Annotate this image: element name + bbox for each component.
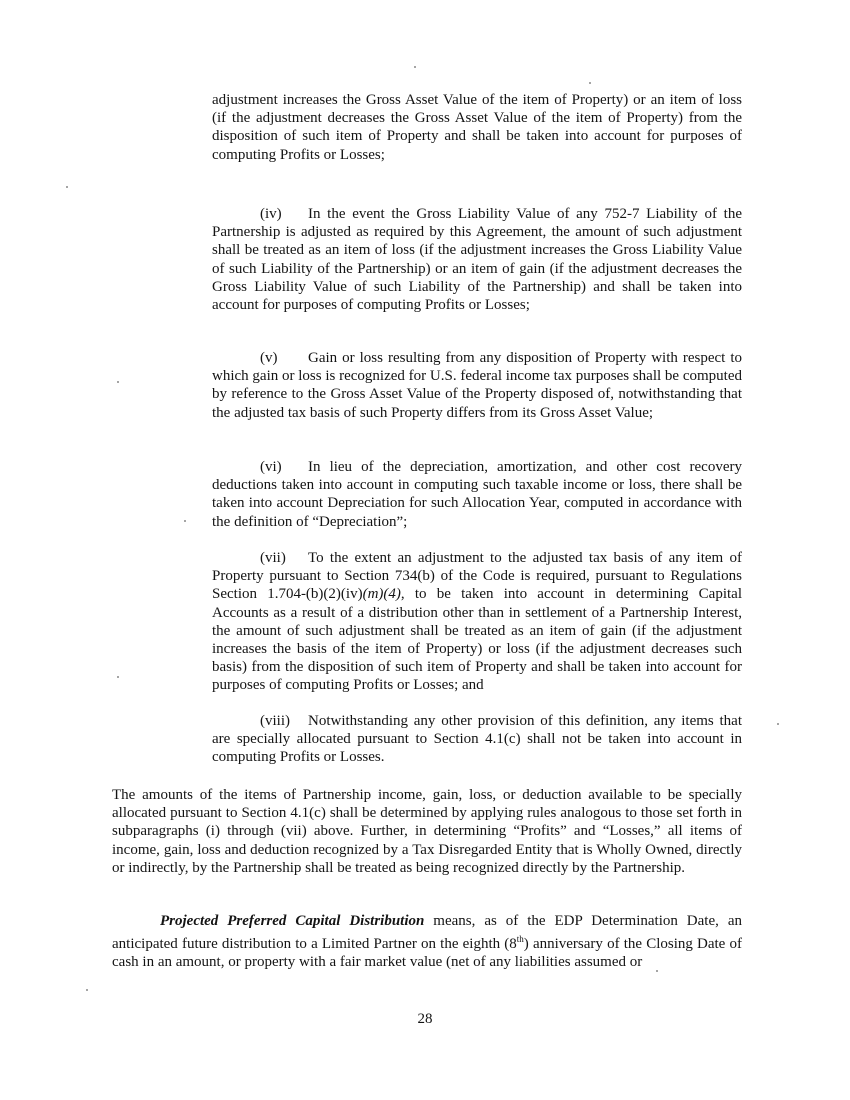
subparagraph-body: Notwithstanding any other provision of this definition, any items that are specially allocated pursuant to Section 4.1(c) shall not be taken into account in computing Profits or Losses. bbox=[212, 713, 742, 766]
scan-speck bbox=[66, 186, 68, 188]
subparagraph-body-part: , to be taken into account in determining Capital Accounts as a result of a distribution other than in settlement of a Partnership Interest, the amount of such adjustment shall be treated as an item of gain (if the adjustment increases the basis of the item of Property) or loss (if the adjustment decreases such basis) from the disposition of such item of Property and shall be taken into account for purposes of computing Profits or Losses; and bbox=[212, 586, 742, 694]
closing-block bbox=[112, 786, 742, 877]
subparagraph-text bbox=[212, 349, 742, 422]
subparagraph-vi bbox=[212, 458, 742, 531]
defined-term: Projected Preferred Capital Distribution bbox=[160, 913, 425, 929]
subparagraph-vii bbox=[212, 549, 742, 695]
subparagraph-iv bbox=[212, 205, 742, 314]
definition-text-part: ) anniversary of the Closing Date of cash in an amount, or property with a fair market value (net of any liabilities assumed or bbox=[112, 936, 742, 971]
scan-speck bbox=[777, 723, 779, 725]
subparagraph-text bbox=[212, 712, 742, 767]
subparagraph-number: (viii) bbox=[260, 713, 290, 729]
ordinal-superscript: th bbox=[516, 934, 524, 945]
subparagraph-text bbox=[212, 458, 742, 531]
subparagraph-body-part: To the extent an adjustment to the adjusted tax basis of any item of Property pursuant to Section 734(b) of the Code is required, pursuant to Regulations Section 1.704-(b)(2)(iv) bbox=[212, 550, 742, 603]
definition-block bbox=[112, 912, 742, 972]
subparagraph-body: In the event the Gross Liability Value of any 752-7 Liability of the Partnership is adjusted as required by this Agreement, the amount of such adjustment shall be treated as an item of loss (if the adjustment increases the Gross Liability Value of such Liability of the Partnership) or an item of gain (if the adjustment decreases the Gross Liability Value of such Liability of the Partnership) and shall be taken into account for purposes of computing Profits or Losses; bbox=[212, 206, 742, 314]
scan-speck bbox=[589, 82, 591, 84]
continuation-block bbox=[212, 91, 742, 164]
subparagraph-number: (vii) bbox=[260, 550, 286, 566]
continuation-paragraph: adjustment increases the Gross Asset Value of the item of Property) or an item of loss (if the adjustment decreases the Gross Asset Value of the item of Property) from the disposition of such item of Property and shall be taken into account for purposes of computing Profits or Losses; bbox=[212, 92, 742, 163]
subparagraph-viii bbox=[212, 712, 742, 767]
scan-speck bbox=[184, 520, 186, 522]
page-number: 28 bbox=[417, 1011, 433, 1027]
subparagraph-v bbox=[212, 349, 742, 422]
subparagraph-number: (iv) bbox=[260, 206, 282, 222]
subparagraph-italic-citation: (m)(4) bbox=[362, 586, 401, 603]
scan-speck bbox=[117, 381, 119, 383]
subparagraph-number: (v) bbox=[260, 350, 278, 366]
subparagraph-number: (vi) bbox=[260, 459, 282, 475]
subparagraph-text bbox=[212, 549, 742, 695]
scan-speck bbox=[414, 66, 416, 68]
closing-paragraph: The amounts of the items of Partnership income, gain, loss, or deduction available to be specially allocated pursuant to Section 4.1(c) shall be determined by applying rules analogous to those set forth in subparagraphs (i) through (vii) above. Further, in determining “Profits” and “Losses,” all items of income, gain, loss and deduction recognized by a Tax Disregarded Entity that is Wholly Owned, directly or indirectly, by the Partnership shall be treated as being recognized directly by the Partnership. bbox=[112, 787, 742, 876]
scan-speck bbox=[86, 989, 88, 991]
definition-paragraph bbox=[112, 912, 742, 972]
subparagraph-body: Gain or loss resulting from any disposition of Property with respect to which gain or loss is recognized for U.S. federal income tax purposes shall be computed by reference to the Gross Asset Value of the Property disposed of, notwithstanding that the adjusted tax basis of such Property differs from its Gross Asset Value; bbox=[212, 350, 742, 421]
subparagraph-text bbox=[212, 205, 742, 314]
scan-speck bbox=[117, 676, 119, 678]
definition-text-part: means, as of the EDP Determination Date, an anticipated future distribution to a Limited Partner on the eighth (8 bbox=[112, 913, 742, 953]
subparagraph-body: In lieu of the depreciation, amortization, and other cost recovery deductions taken into account in computing such taxable income or loss, there shall be taken into account Depreciation for such Allocation Year, computed in accordance with the definition of “Depreciation”; bbox=[212, 459, 742, 530]
